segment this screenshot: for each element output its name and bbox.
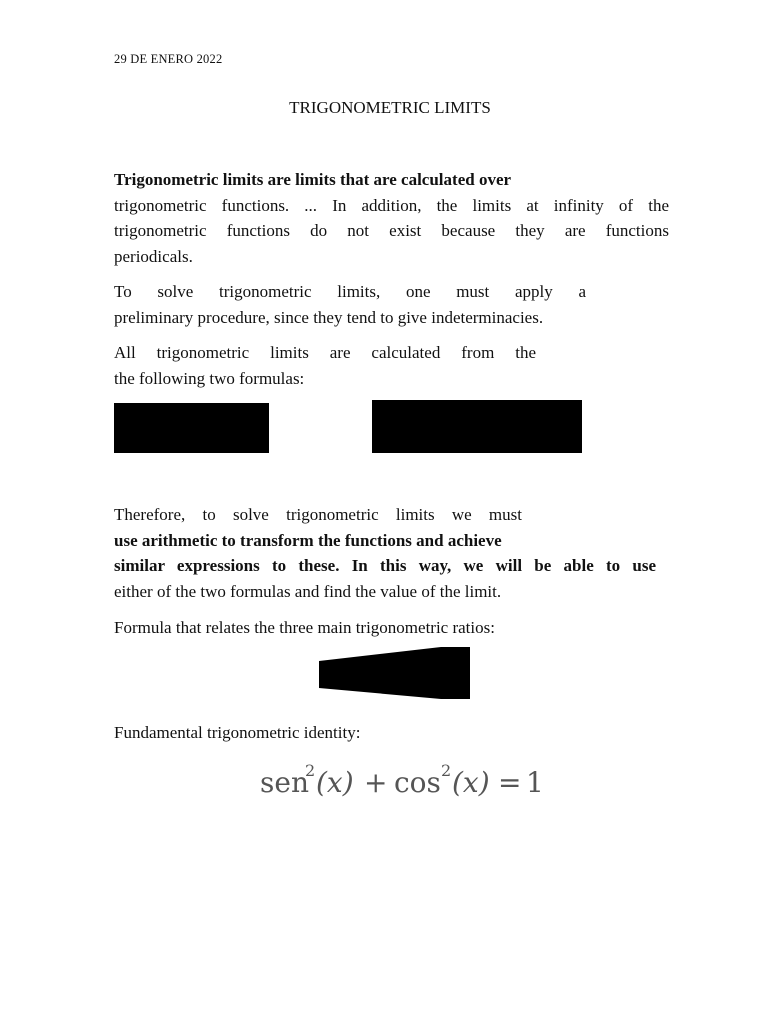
identity-formula — [258, 758, 548, 802]
paragraph-ratios — [114, 615, 674, 641]
paragraph-line: similar expressions to these. In this way, we will be able to use — [114, 556, 656, 575]
formula-arg1: (x) — [316, 766, 354, 799]
paragraph-therefore — [114, 502, 656, 604]
formula-equals: = — [498, 766, 522, 799]
paragraph-line: trigonometric functions do not exist because they are functions — [114, 221, 669, 240]
formula-plus: + — [364, 766, 388, 799]
formula-one: 1 — [526, 766, 544, 799]
formula-cos: cos — [394, 766, 441, 799]
paragraph-line: Formula that relates the three main trigonometric ratios: — [114, 618, 495, 637]
document-title: TRIGONOMETRIC LIMITS — [289, 98, 491, 117]
paragraph-procedure — [114, 279, 586, 330]
paragraph-line: Trigonometric limits are limits that are calculated over — [114, 170, 512, 189]
formula-exp1: 2 — [305, 761, 316, 780]
paragraph-line: periodicals. — [114, 246, 193, 266]
paragraph-line: To solve trigonometric limits, one must apply a — [114, 282, 586, 301]
formula-arg2: (x) — [452, 766, 490, 799]
paragraph-line: All trigonometric limits are calculated from the — [114, 343, 536, 362]
paragraph-identity — [114, 720, 674, 746]
formula-sen: sen — [260, 766, 309, 799]
paragraph-line: trigonometric functions. ... In addition, the limits at infinity of the — [114, 195, 669, 215]
redacted-formula-1 — [114, 403, 269, 453]
paragraph-formulas-intro — [114, 340, 536, 391]
formula-exp2: 2 — [441, 761, 452, 780]
paragraph-line: either of the two formulas and find the value of the limit. — [114, 581, 502, 601]
paragraph-line-text: Therefore, to solve trigonometric limits we must — [114, 505, 522, 524]
redacted-formula-3 — [319, 647, 470, 699]
paragraph-line: Fundamental trigonometric identity: — [114, 723, 361, 742]
paragraph-line — [114, 502, 522, 528]
document-date: 29 DE ENERO 2022 — [114, 52, 223, 66]
paragraph-line: preliminary procedure, since they tend to give indeterminacies. — [114, 307, 544, 327]
paragraph-definition — [114, 167, 669, 269]
paragraph-line: the following two formulas: — [114, 368, 305, 388]
paragraph-line: use arithmetic to transform the functions and achieve — [114, 530, 502, 550]
redacted-formula-2 — [372, 400, 582, 453]
